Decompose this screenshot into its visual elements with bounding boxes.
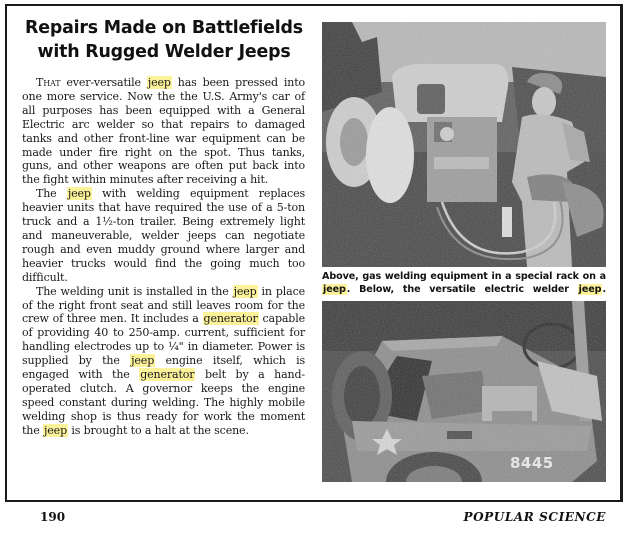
- highlighted-term: generator: [203, 312, 258, 326]
- highlighted-term: generator: [140, 368, 195, 382]
- text-run: Above, gas welding equipment in a special rack on a: [322, 271, 606, 282]
- gas-welding-jeep-image: [322, 22, 606, 267]
- text-run: .: [602, 284, 606, 295]
- highlighted-term: jeep: [578, 284, 602, 295]
- highlighted-term: jeep: [323, 284, 346, 295]
- article-title: [22, 16, 306, 64]
- highlighted-term: jeep: [44, 423, 67, 437]
- vehicle-number: 8445: [510, 454, 554, 472]
- paragraph: [22, 76, 305, 187]
- title-line-2: with Rugged Welder Jeeps: [37, 42, 291, 62]
- electric-welder-jeep-image: [322, 301, 606, 482]
- text-run: capable of providing 40 to 250-amp. current, sufficient for handling electrodes up to ¼" in diameter. Power is supplied by the: [22, 312, 305, 368]
- highlighted-term: jeep: [147, 76, 171, 89]
- text-run: is brought to a halt at the scene.: [68, 423, 249, 437]
- highlighted-term: jeep: [233, 284, 257, 298]
- lead-word: That: [36, 76, 61, 89]
- title-line-1: Repairs Made on Battlefields: [25, 18, 303, 38]
- text-run: . Below, the versatile electric welder: [346, 284, 578, 295]
- text-run: in place of the right front seat and still leaves room for the crew of three men. It includes a: [22, 284, 305, 326]
- page-number: 190: [40, 510, 66, 524]
- photo-electric-welder-jeep: [322, 301, 606, 482]
- text-run: with welding equipment replaces heavier units that have required the use of a 5-ton truck and a 1½-ton trailer. Being extremely light and maneuverable, welder jeeps can negotiate rough and even muddy ground where larger and heavier trucks would find the going much too difficult.: [22, 187, 305, 284]
- photo-gas-welding-jeep: [322, 22, 606, 267]
- text-run: ever-versatile: [60, 76, 147, 89]
- article-body: [22, 76, 305, 438]
- magazine-name: POPULAR SCIENCE: [463, 510, 606, 524]
- paragraph: [22, 187, 305, 284]
- highlighted-term: jeep: [67, 187, 91, 201]
- text-run: The welding unit is installed in the: [36, 284, 233, 298]
- text-run: has been pressed into one more service. Now the the U.S. Army's car of all purposes has been equipped with a General Electric arc welder so that repairs to damaged tanks and other front-line war equipment can be made under fire right on the spot. Thus tanks, guns, and other weapons are often put back into the fight within minutes after receiving a hit.: [22, 76, 305, 187]
- text-run: belt by a hand-operated clutch. A governor keeps the engine speed constant during welding. The highly mobile welding shop is thus ready for work the moment the: [22, 368, 305, 437]
- paragraph: [22, 285, 305, 438]
- text-run: The: [36, 187, 67, 201]
- photo-caption: [322, 270, 606, 296]
- text-run: engine itself, which is engaged with the: [22, 354, 305, 382]
- highlighted-term: jeep: [131, 354, 155, 368]
